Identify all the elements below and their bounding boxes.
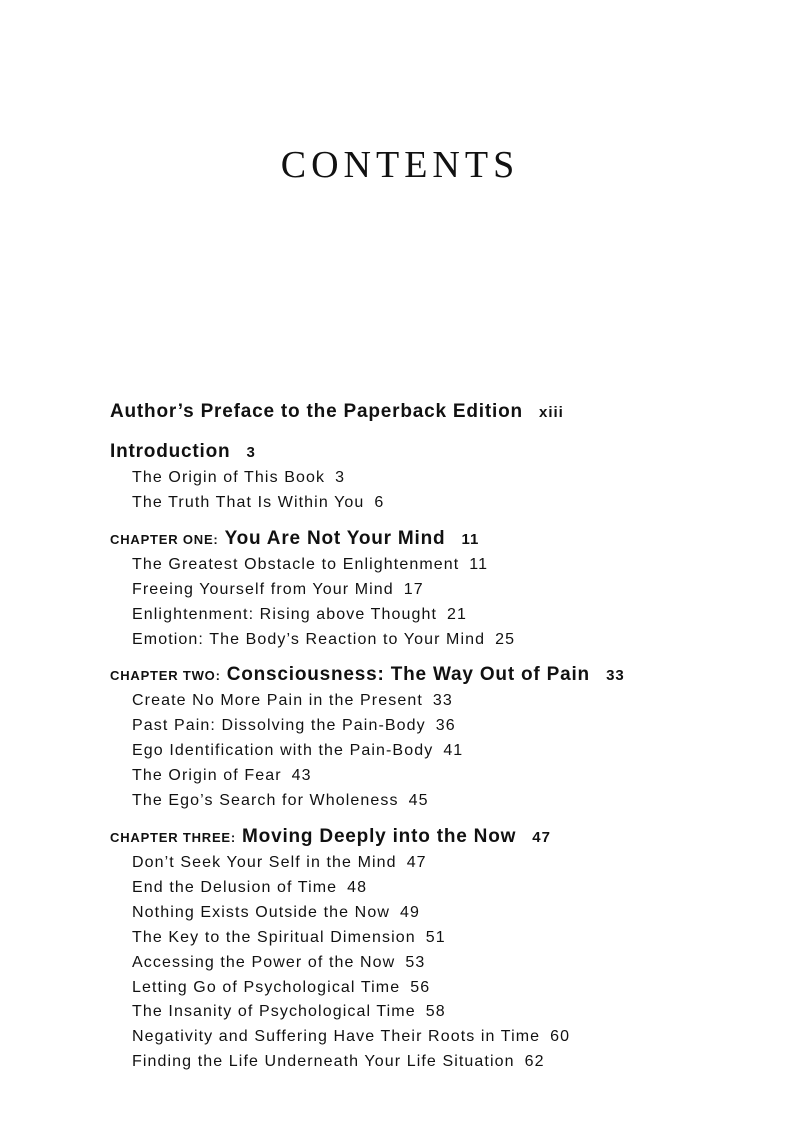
chapter-title: Consciousness: The Way Out of Pain bbox=[226, 664, 590, 686]
preface-page: xiii bbox=[538, 404, 564, 421]
entry-page: 53 bbox=[405, 953, 426, 971]
toc-entry bbox=[110, 1000, 770, 1025]
entry-page: 56 bbox=[410, 978, 431, 996]
introduction-section bbox=[110, 439, 770, 516]
toc-entry bbox=[110, 491, 770, 516]
entry-label: Nothing Exists Outside the Now bbox=[132, 903, 390, 921]
page-title: CONTENTS bbox=[280, 144, 520, 187]
entry-label: The Insanity of Psychological Time bbox=[132, 1003, 416, 1021]
entry-page: 3 bbox=[335, 469, 346, 486]
entry-page: 25 bbox=[495, 630, 516, 648]
toc-entry bbox=[110, 1050, 770, 1075]
introduction-label: Introduction bbox=[110, 441, 231, 462]
chapter-two-section bbox=[110, 662, 770, 814]
entry-label: The Greatest Obstacle to Enlightenment bbox=[132, 555, 460, 573]
entry-page: 11 bbox=[469, 555, 489, 573]
toc-entry bbox=[110, 764, 770, 789]
toc-entry bbox=[110, 689, 770, 714]
chapter-page: 47 bbox=[532, 828, 551, 846]
entry-label: Create No More Pain in the Present bbox=[132, 692, 423, 710]
entry-page: 17 bbox=[403, 580, 424, 598]
entry-label: The Truth That Is Within You bbox=[132, 493, 365, 511]
toc-entry bbox=[110, 901, 770, 926]
toc-entry bbox=[110, 739, 770, 764]
entry-page: 58 bbox=[425, 1003, 446, 1021]
entry-page: 47 bbox=[406, 853, 427, 871]
entry-label: Negativity and Suffering Have Their Roots in Time bbox=[132, 1028, 541, 1046]
toc-entry bbox=[110, 876, 770, 901]
chapter-title: Moving Deeply into the Now bbox=[242, 825, 517, 847]
chapter-three-section bbox=[110, 824, 770, 1075]
table-of-contents bbox=[110, 398, 770, 1085]
toc-entry bbox=[110, 466, 770, 491]
chapter-page: 11 bbox=[461, 530, 480, 548]
entry-page: 45 bbox=[408, 792, 429, 810]
toc-entry bbox=[110, 603, 770, 628]
toc-entry bbox=[110, 976, 770, 1001]
entry-page: 62 bbox=[524, 1053, 545, 1071]
entry-page: 33 bbox=[432, 692, 453, 710]
entry-label: The Ego’s Search for Wholeness bbox=[132, 792, 399, 810]
entry-page: 60 bbox=[550, 1028, 571, 1046]
toc-entry bbox=[110, 951, 770, 976]
introduction-heading bbox=[110, 439, 770, 466]
entry-label: The Origin of Fear bbox=[132, 767, 282, 785]
toc-entry bbox=[110, 628, 770, 653]
entry-label: Past Pain: Dissolving the Pain-Body bbox=[132, 717, 426, 735]
toc-entry bbox=[110, 851, 770, 876]
entry-label: Don’t Seek Your Self in the Mind bbox=[132, 853, 397, 871]
chapter-one-section bbox=[110, 526, 770, 653]
preface-label: Author’s Preface to the Paperback Edition bbox=[110, 401, 523, 422]
chapter-two-entries bbox=[110, 689, 770, 814]
entry-page: 43 bbox=[291, 767, 312, 785]
entry-label: Enlightenment: Rising above Thought bbox=[132, 605, 438, 623]
toc-entry bbox=[110, 553, 770, 578]
toc-entry bbox=[110, 789, 770, 814]
chapter-one-entries bbox=[110, 553, 770, 653]
entry-page: 49 bbox=[400, 903, 420, 921]
chapter-three-entries bbox=[110, 851, 770, 1075]
preface-heading bbox=[110, 398, 770, 427]
entry-label: The Key to the Spiritual Dimension bbox=[132, 928, 416, 946]
toc-entry bbox=[110, 578, 770, 603]
entry-page: 41 bbox=[443, 742, 464, 760]
entry-label: Ego Identification with the Pain-Body bbox=[132, 742, 434, 760]
chapter-kicker: CHAPTER ONE: bbox=[110, 531, 219, 547]
entry-label: Accessing the Power of the Now bbox=[132, 953, 396, 971]
entry-page: 21 bbox=[447, 605, 468, 623]
introduction-entries bbox=[110, 466, 770, 516]
entry-label: Freeing Yourself from Your Mind bbox=[132, 580, 394, 598]
chapter-one-heading bbox=[110, 526, 770, 553]
introduction-page: 3 bbox=[246, 444, 256, 461]
entry-label: Emotion: The Body’s Reaction to Your Mind bbox=[132, 630, 486, 648]
chapter-title: You Are Not Your Mind bbox=[224, 527, 446, 549]
toc-entry bbox=[110, 1025, 770, 1050]
chapter-page: 33 bbox=[606, 667, 625, 685]
entry-page: 6 bbox=[374, 493, 385, 511]
chapter-kicker: CHAPTER TWO: bbox=[110, 668, 221, 684]
entry-page: 48 bbox=[347, 878, 368, 896]
entry-label: Letting Go of Psychological Time bbox=[132, 978, 401, 996]
toc-entry bbox=[110, 714, 770, 739]
chapter-three-heading bbox=[110, 824, 770, 851]
toc-entry bbox=[110, 926, 770, 951]
entry-page: 51 bbox=[425, 928, 446, 946]
chapter-two-heading bbox=[110, 662, 770, 689]
entry-label: End the Delusion of Time bbox=[132, 878, 338, 896]
entry-page: 36 bbox=[435, 717, 456, 735]
entry-label: The Origin of This Book bbox=[132, 469, 326, 486]
chapter-kicker: CHAPTER THREE: bbox=[110, 829, 237, 845]
entry-label: Finding the Life Underneath Your Life Situation bbox=[132, 1053, 515, 1071]
